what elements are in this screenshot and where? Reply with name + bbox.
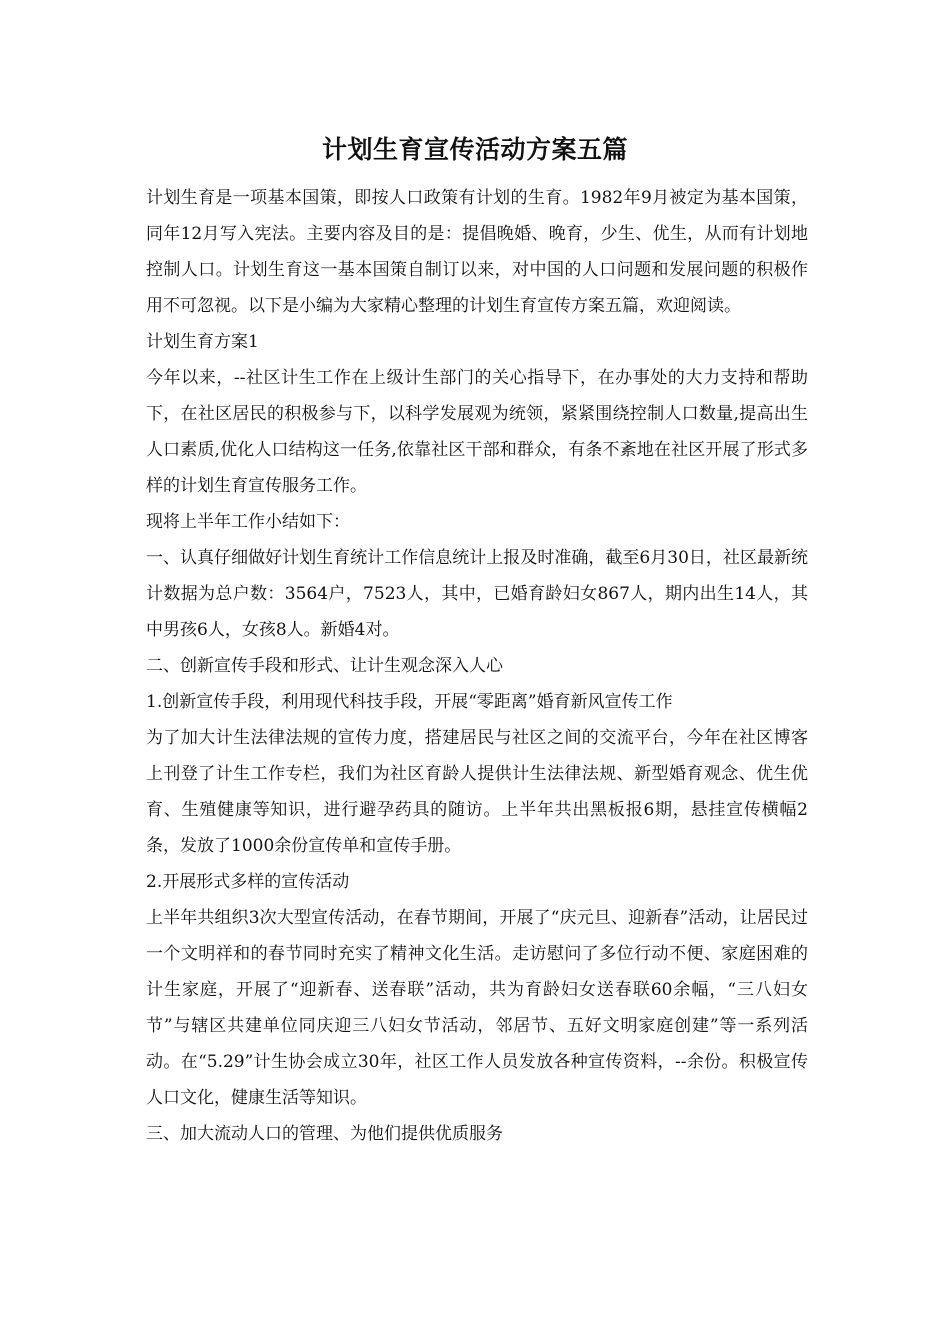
document-title: 计划生育宣传活动方案五篇	[321, 135, 628, 164]
subsection-heading: 2.开展形式多样的宣传活动	[146, 872, 350, 892]
section-heading: 二、创新宣传手段和形式、让计生观念深入人心	[146, 656, 503, 676]
section-heading: 三、加大流动人口的管理、为他们提供优质服务	[146, 1124, 503, 1144]
section-heading-plan-1: 计划生育方案1	[146, 332, 259, 352]
body-paragraph: 为了加大计生法律法规的宣传力度，搭建居民与社区之间的交流平台，今年在社区博客上刊登了计生工作专栏，我们为社区育龄人提供计生法律法规、新型婚育观念、优生优育、生殖健康等知识，进行避孕药具的随访。上半年共出黑板报6期，悬挂宣传横幅2条，发放了1000余份宣传单和宣传手册。	[146, 728, 808, 856]
body-paragraph: 现将上半年工作小结如下：	[146, 512, 350, 532]
intro-paragraph: 计划生育是一项基本国策，即按人口政策有计划的生育。1982年9月被定为基本国策，同年12月写入宪法。主要内容及目的是：提倡晚婚、晚育，少生、优生，从而有计划地控制人口。计划生育这一基本国策自制订以来，对中国的人口问题和发展问题的积极作用不可忽视。以下是小编为大家精心整理的计划生育宣传方案五篇，欢迎阅读。	[146, 188, 808, 316]
document-body	[146, 180, 808, 1152]
body-paragraph: 今年以来，--社区计生工作在上级计生部门的关心指导下，在办事处的大力支持和帮助下，在社区居民的积极参与下，以科学发展观为统领，紧紧围绕控制人口数量,提高出生人口素质,优化人口结构这一任务,依靠社区干部和群众，有条不紊地在社区开展了形式多样的计划生育宣传服务工作。	[146, 368, 808, 496]
body-paragraph: 上半年共组织3次大型宣传活动，在春节期间，开展了“庆元旦、迎新春”活动，让居民过一个文明祥和的春节同时充实了精神文化生活。走访慰问了多位行动不便、家庭困难的计生家庭，开展了“迎新春、送春联”活动，共为育龄妇女送春联60余幅，“三八妇女节”与辖区共建单位同庆迎三八妇女节活动，邻居节、五好文明家庭创建”等一系列活动。在“5.29”计生协会成立30年，社区工作人员发放各种宣传资料，--余份。积极宣传人口文化，健康生活等知识。	[146, 908, 808, 1108]
subsection-heading: 1.创新宣传手段，利用现代科技手段，开展“零距离”婚育新风宣传工作	[146, 692, 673, 712]
body-paragraph: 一、认真仔细做好计划生育统计工作信息统计上报及时准确，截至6月30日，社区最新统计数据为总户数：3564户，7523人，其中，已婚育龄妇女867人，期内出生14人，其中男孩6人，女孩8人。新婚4对。	[146, 548, 808, 640]
